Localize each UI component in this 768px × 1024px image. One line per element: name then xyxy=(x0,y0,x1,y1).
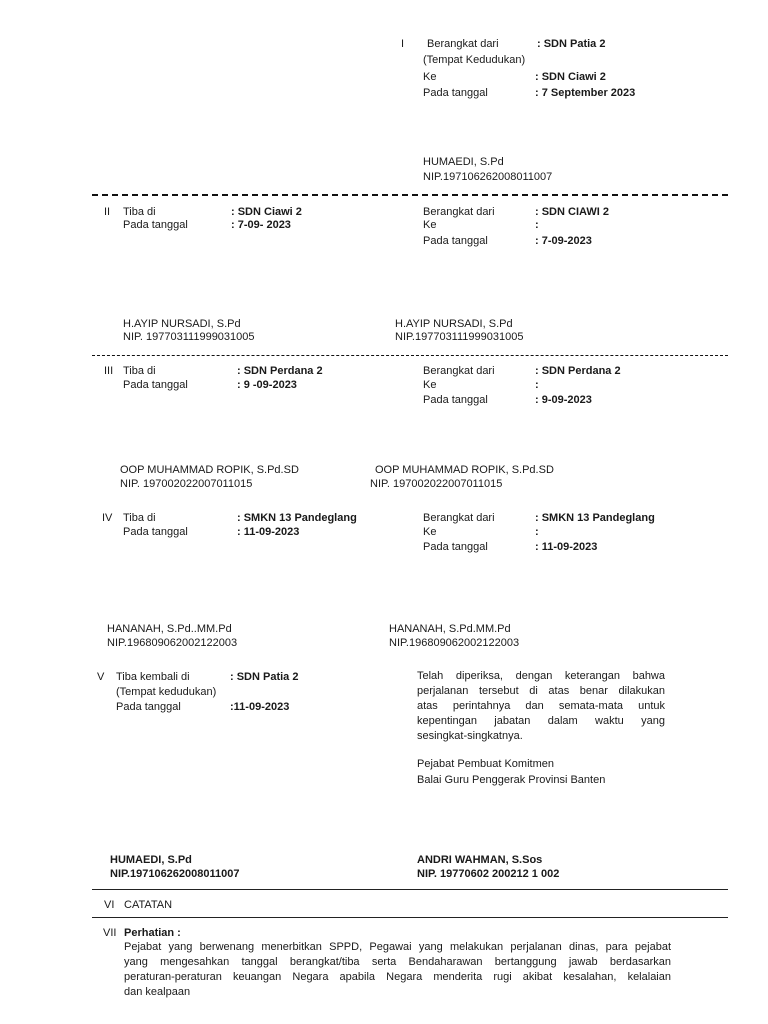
section-2-destination-value: : xyxy=(535,219,539,231)
section-1-home-base-note: (Tempat Kedudukan) xyxy=(423,54,526,66)
attention-line: yang mengesahkan tanggal berangkat/tiba serta Bendaharawan bertanggung jawab berdasarkan xyxy=(124,956,671,968)
section-4-arrival-date-value: : 11-09-2023 xyxy=(237,526,300,538)
section-1-date-label: Pada tanggal xyxy=(423,87,488,99)
section-5-home-base-note: (Tempat kedudukan) xyxy=(116,686,217,698)
section-4-departure-value: : SMKN 13 Pandeglang xyxy=(535,512,655,524)
section-3-departure-date-value: : 9-09-2023 xyxy=(535,394,592,406)
section-4-destination-value: : xyxy=(535,526,539,538)
attention-line: Pejabat yang berwenang menerbitkan SPPD, Pegawai yang melakukan perjalanan dinas, para pejabat xyxy=(124,941,671,953)
separator-1 xyxy=(92,194,728,196)
separator-2 xyxy=(92,355,728,356)
section-5-right-signer-nip: NIP. 19770602 200212 1 002 xyxy=(417,868,560,880)
verification-line: kepentingan jabatan dalam waktu yang xyxy=(417,715,665,727)
section-3-destination-value: : xyxy=(535,379,539,391)
section-3-departure-value: : SDN Perdana 2 xyxy=(535,365,621,377)
attention-title: Perhatian : xyxy=(124,927,181,939)
section-2-departure-date-value: : 7-09-2023 xyxy=(535,235,592,247)
section-5-left-signer-nip: NIP.197106262008011007 xyxy=(110,868,240,880)
section-2-destination-label: Ke xyxy=(423,219,437,231)
section-2-number: II xyxy=(104,206,111,218)
section-2-right-signer-name: H.AYIP NURSADI, S.Pd xyxy=(395,318,513,330)
verification-statement xyxy=(417,669,665,744)
section-3-arrival-label: Tiba di xyxy=(123,365,156,377)
section-5-date-value: :11-09-2023 xyxy=(230,701,290,713)
section-2-left-signer-name: H.AYIP NURSADI, S.Pd xyxy=(123,318,241,330)
section-4-departure-label: Berangkat dari xyxy=(423,512,495,524)
section-4-arrival-date-label: Pada tanggal xyxy=(123,526,188,538)
attention-text xyxy=(124,940,671,1000)
section-1-departure-value: : SDN Patia 2 xyxy=(537,38,606,50)
section-1-destination-label: Ke xyxy=(423,71,437,83)
section-3-arrival-value: : SDN Perdana 2 xyxy=(237,365,323,377)
section-4-right-signer-name: HANANAH, S.Pd.MM.Pd xyxy=(389,623,511,635)
section-2-departure-value: : SDN CIAWI 2 xyxy=(535,206,609,218)
section-2-departure-date-label: Pada tanggal xyxy=(423,235,488,247)
section-6-number: VI xyxy=(104,899,115,911)
verification-line-last: sesingkat-singkatnya. xyxy=(417,730,523,742)
section-1-signer-name: HUMAEDI, S.Pd xyxy=(423,156,504,168)
verification-line: perjalanan tersebut di atas benar dilakukan xyxy=(417,685,665,697)
section-1-destination-value: : SDN Ciawi 2 xyxy=(535,71,606,83)
section-2-left-signer-nip: NIP. 197703111999031005 xyxy=(123,331,255,343)
section-1-date-value: : 7 September 2023 xyxy=(535,87,636,99)
attention-line: peraturan-peraturan keuangan Negara apabila Negara menderita rugi akibat kesalahan, kelalaian xyxy=(124,971,671,983)
section-4-arrival-label: Tiba di xyxy=(123,512,156,524)
section-4-number: IV xyxy=(102,512,113,524)
section-4-destination-label: Ke xyxy=(423,526,437,538)
section-3-left-signer-nip: NIP. 197002022007011015 xyxy=(120,478,253,490)
notes-label: CATATAN xyxy=(124,899,173,911)
section-4-departure-date-label: Pada tanggal xyxy=(423,541,488,553)
section-1-departure-label: Berangkat dari xyxy=(427,38,499,50)
section-5-number: V xyxy=(97,671,105,683)
attention-line-last: dan kealpaan xyxy=(124,986,191,998)
section-5-return-value: : SDN Patia 2 xyxy=(230,671,299,683)
section-3-destination-label: Ke xyxy=(423,379,437,391)
section-4-left-signer-name: HANANAH, S.Pd..MM.Pd xyxy=(107,623,232,635)
section-3-departure-date-label: Pada tanggal xyxy=(423,394,488,406)
section-2-right-signer-nip: NIP.197703111999031005 xyxy=(395,331,524,343)
section-5-return-label: Tiba kembali di xyxy=(116,671,190,683)
official-title: Pejabat Pembuat Komitmen xyxy=(417,758,554,770)
section-3-right-signer-name: OOP MUHAMMAD ROPIK, S.Pd.SD xyxy=(375,464,554,476)
verification-line: atas perintahnya dan semata-mata untuk xyxy=(417,700,665,712)
section-5-date-label: Pada tanggal xyxy=(116,701,181,713)
section-5-right-signer-name: ANDRI WAHMAN, S.Sos xyxy=(417,854,543,866)
section-7-number: VII xyxy=(103,927,117,939)
section-3-right-signer-nip: NIP. 197002022007011015 xyxy=(370,478,503,490)
section-1-signer-nip: NIP.197106262008011007 xyxy=(423,171,553,183)
section-2-arrival-date-label: Pada tanggal xyxy=(123,219,188,231)
section-5-left-signer-name: HUMAEDI, S.Pd xyxy=(110,854,192,866)
section-4-left-signer-nip: NIP.196809062002122003 xyxy=(107,637,238,649)
section-4-right-signer-nip: NIP.196809062002122003 xyxy=(389,637,520,649)
section-2-arrival-value: : SDN Ciawi 2 xyxy=(231,206,302,218)
section-4-arrival-value: : SMKN 13 Pandeglang xyxy=(237,512,357,524)
separator-4 xyxy=(92,917,728,918)
section-4-departure-date-value: : 11-09-2023 xyxy=(535,541,598,553)
section-1-number: I xyxy=(401,38,405,50)
section-3-number: III xyxy=(104,365,114,377)
section-3-departure-label: Berangkat dari xyxy=(423,365,495,377)
section-3-left-signer-name: OOP MUHAMMAD ROPIK, S.Pd.SD xyxy=(120,464,299,476)
official-institution: Balai Guru Penggerak Provinsi Banten xyxy=(417,774,606,786)
section-3-arrival-date-value: : 9 -09-2023 xyxy=(237,379,297,391)
section-2-departure-label: Berangkat dari xyxy=(423,206,495,218)
section-2-arrival-date-value: : 7-09- 2023 xyxy=(231,219,291,231)
section-2-arrival-label: Tiba di xyxy=(123,206,156,218)
section-3-arrival-date-label: Pada tanggal xyxy=(123,379,188,391)
separator-3 xyxy=(92,889,728,890)
verification-line: Telah diperiksa, dengan keterangan bahwa xyxy=(417,670,665,682)
